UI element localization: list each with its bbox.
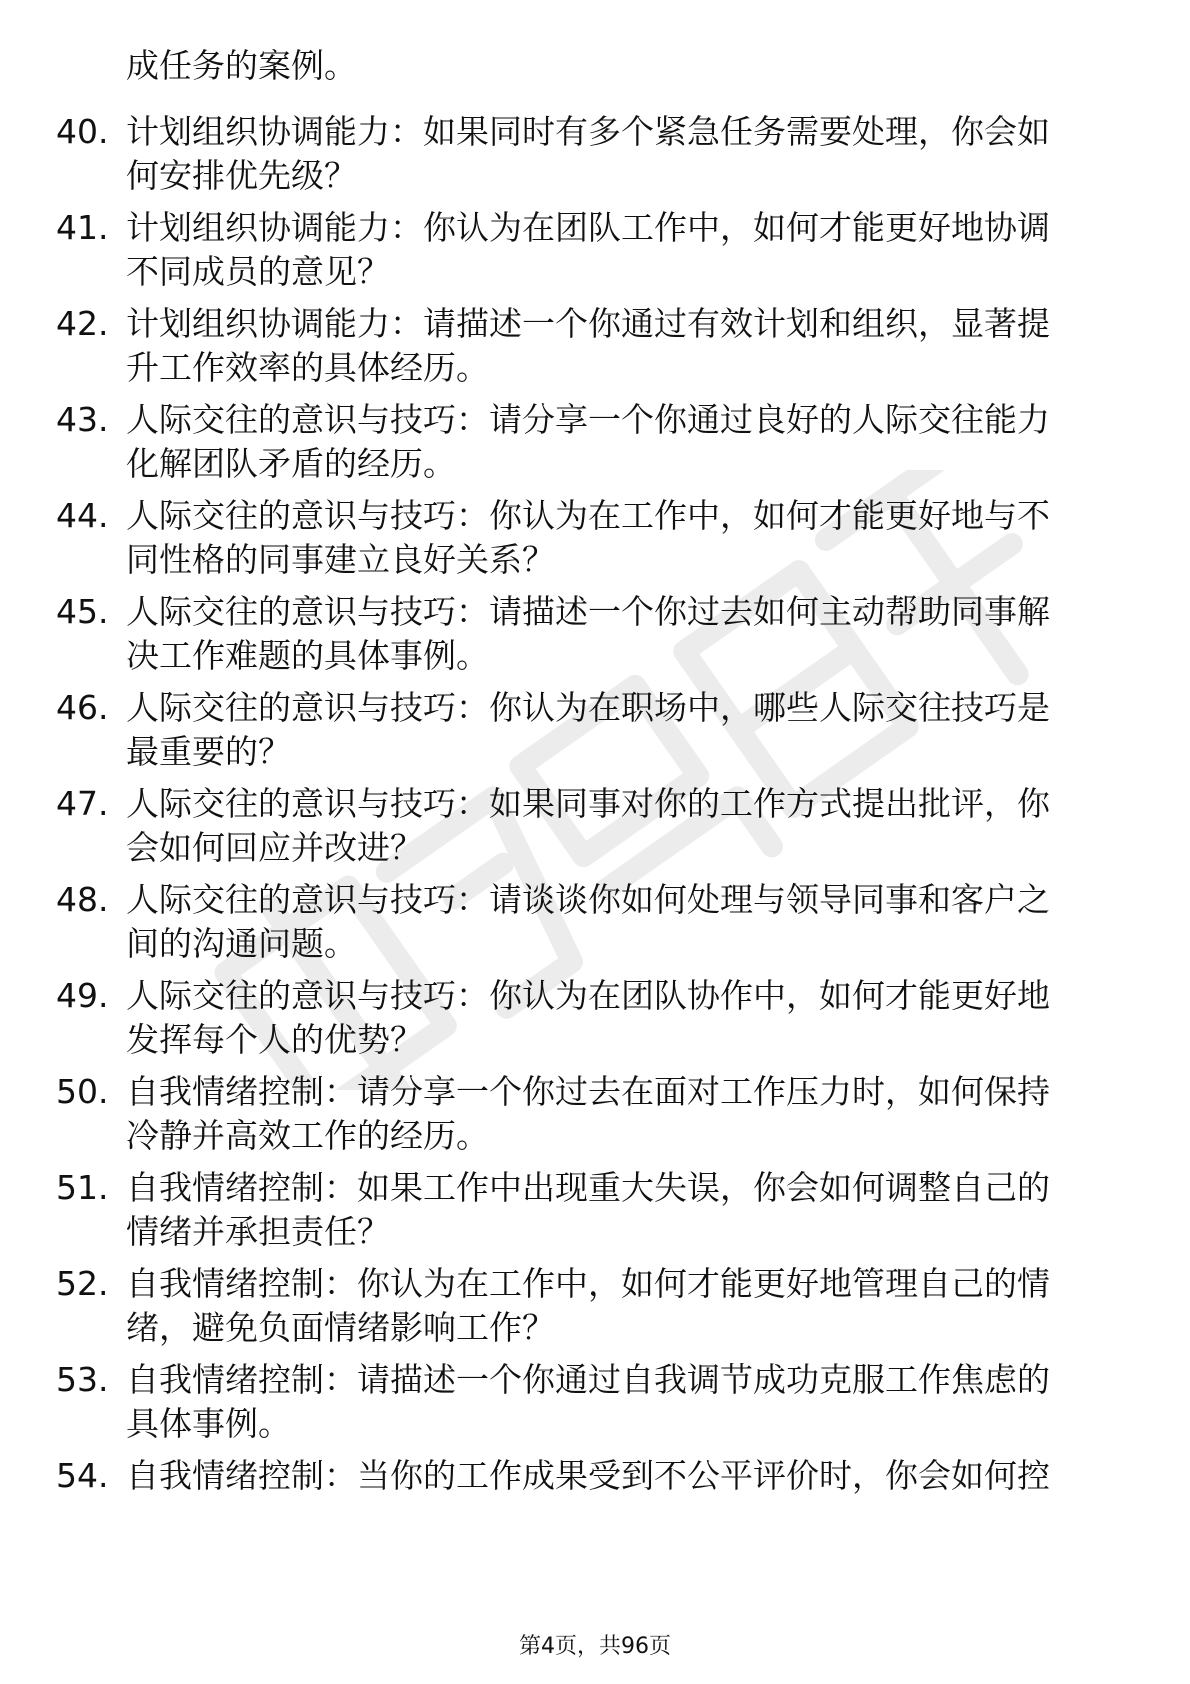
list-item (56, 1166, 1116, 1254)
list-item (56, 1358, 1116, 1446)
item-number: 43. (56, 400, 109, 439)
item-text-line: 自我情绪控制：请描述一个你通过自我调节成功克服工作焦虑的 (126, 1360, 1050, 1399)
item-text-line: 计划组织协调能力：请描述一个你通过有效计划和组织，显著提 (126, 304, 1050, 343)
list-item (56, 974, 1116, 1062)
item-text-line: 间的沟通问题。 (126, 924, 357, 963)
continued-text: 成任务的案例。 (126, 46, 357, 85)
item-number: 41. (56, 208, 109, 247)
item-text-line: 自我情绪控制：当你的工作成果受到不公平评价时，你会如何控 (126, 1456, 1050, 1495)
item-number: 44. (56, 496, 109, 535)
item-text-line: 何安排优先级？ (126, 156, 357, 195)
item-number: 49. (56, 976, 109, 1015)
item-number: 50. (56, 1072, 109, 1111)
item-number: 46. (56, 688, 109, 727)
item-number: 52. (56, 1264, 109, 1303)
item-text-line: 具体事例。 (126, 1404, 291, 1443)
item-text-line: 冷静并高效工作的经历。 (126, 1116, 489, 1155)
item-text-line: 人际交往的意识与技巧：如果同事对你的工作方式提出批评，你 (126, 784, 1050, 823)
item-text-line: 人际交往的意识与技巧：请描述一个你过去如何主动帮助同事解 (126, 592, 1050, 631)
item-text-line: 计划组织协调能力：如果同时有多个紧急任务需要处理，你会如 (126, 112, 1050, 151)
item-text-line: 计划组织协调能力：你认为在团队工作中，如何才能更好地协调 (126, 208, 1050, 247)
item-text-line: 不同成员的意见？ (126, 252, 390, 291)
item-text-line: 人际交往的意识与技巧：请谈谈你如何处理与领导同事和客户之 (126, 880, 1050, 919)
item-text-line: 自我情绪控制：请分享一个你过去在面对工作压力时，如何保持 (126, 1072, 1050, 1111)
item-text-line: 会如何回应并改进？ (126, 828, 423, 867)
list-item (56, 398, 1116, 486)
item-text-line: 人际交往的意识与技巧：你认为在职场中，哪些人际交往技巧是 (126, 688, 1050, 727)
list-item (56, 686, 1116, 774)
list-item (56, 302, 1116, 390)
item-text-line: 同性格的同事建立良好关系？ (126, 540, 555, 579)
item-number: 48. (56, 880, 109, 919)
item-text-line: 情绪并承担责任？ (126, 1212, 390, 1251)
item-number: 51. (56, 1168, 109, 1207)
item-text-line: 自我情绪控制：你认为在工作中，如何才能更好地管理自己的情 (126, 1264, 1050, 1303)
list-item (56, 494, 1116, 582)
item-text-line: 化解团队矛盾的经历。 (126, 444, 456, 483)
item-number: 40. (56, 112, 109, 151)
item-text-line: 发挥每个人的优势？ (126, 1020, 423, 1059)
item-text-line: 绪，避免负面情绪影响工作？ (126, 1308, 555, 1347)
item-text-line: 自我情绪控制：如果工作中出现重大失误，你会如何调整自己的 (126, 1168, 1050, 1207)
list-item (56, 1454, 1116, 1498)
list-item (56, 1070, 1116, 1158)
item-text-line: 决工作难题的具体事例。 (126, 636, 489, 675)
list-item (56, 1262, 1116, 1350)
list-item (56, 590, 1116, 678)
page-footer: 第4页，共96页 (519, 1634, 671, 1659)
list-item (56, 782, 1116, 870)
item-text-line: 升工作效率的具体经历。 (126, 348, 489, 387)
item-text-line: 人际交往的意识与技巧：请分享一个你通过良好的人际交往能力 (126, 400, 1050, 439)
item-number: 53. (56, 1360, 109, 1399)
item-text-line: 最重要的？ (126, 732, 291, 771)
list-item (56, 206, 1116, 294)
item-number: 45. (56, 592, 109, 631)
item-number: 54. (56, 1456, 109, 1495)
item-number: 42. (56, 304, 109, 343)
item-text-line: 人际交往的意识与技巧：你认为在团队协作中，如何才能更好地 (126, 976, 1050, 1015)
item-text-line: 人际交往的意识与技巧：你认为在工作中，如何才能更好地与不 (126, 496, 1050, 535)
item-number: 47. (56, 784, 109, 823)
list-item (56, 110, 1116, 198)
list-item (56, 878, 1116, 966)
